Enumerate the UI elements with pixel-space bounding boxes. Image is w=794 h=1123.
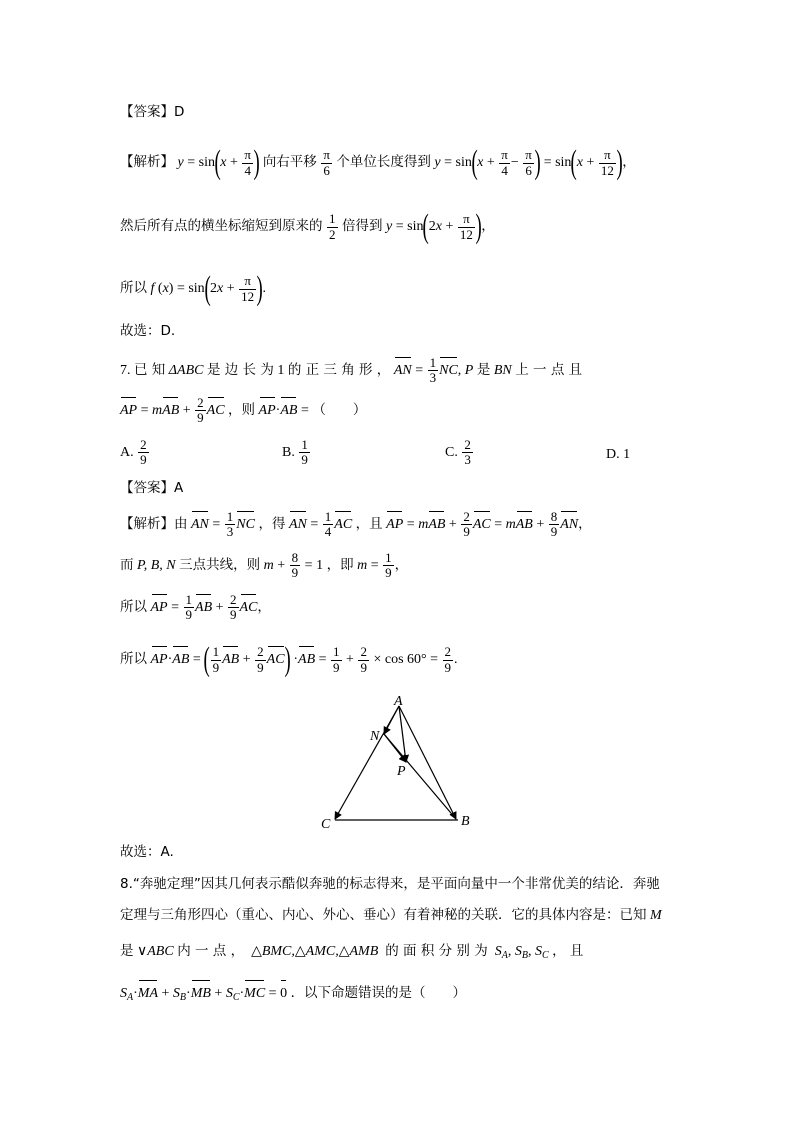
option-c-label: C. <box>445 445 458 461</box>
shrink-prefix: 然后所有点的横坐标缩短到原来的 <box>120 218 323 235</box>
option-a-num: 2 <box>140 437 147 452</box>
shift-text: 向右平移 <box>262 154 317 171</box>
q6-answer: 【答案】D <box>120 104 185 120</box>
option-b-den: 9 <box>301 452 308 468</box>
q6-choice: 故选：D. <box>120 323 176 339</box>
q8-triangle: ∨ABC <box>137 944 174 959</box>
q7-stem-b: 是 边 长 为 <box>206 362 274 379</box>
q7-answer: 【答案】A <box>120 480 184 496</box>
q6-analysis-line1: 【解析】 y = sin(x + $\frac{\pi}{4}$ ) 向右平移 $\frac{\pi}{6}$ 个单位长度得到 y = sin(x + $\frac{\pi}{4}$ − $\frac{\pi}{6}$ ) = sin(x + $\frac{\pi}{12}$ )， <box>120 144 636 181</box>
shift-unit: 个单位长度得到 <box>336 154 431 171</box>
q7-options <box>120 438 680 468</box>
option-b-label: B. <box>282 445 295 461</box>
q7-stem-d: 是 <box>476 362 491 379</box>
q7-stem-line2: AP = mAB + $\frac{2}{9}$ AC ，则 AP·AB = （ ） <box>120 395 367 426</box>
so-text: 所以 <box>120 651 147 668</box>
q7-analysis-line4: 所以 AP·AB = ( $\frac{1}{9}$ AB + $\frac{2}{9}$ AC) ·AB = $\frac{1}{9}$ + $\frac{2}{9}$ × cos 60° = $\frac{2}{9}$ . <box>120 641 458 678</box>
q7-collinear-points: P, B, N <box>137 558 176 574</box>
q8-line3-b: 内 一 点 ， <box>177 943 245 959</box>
q8-line2 <box>120 904 662 927</box>
q7-blank: （ ） <box>312 402 367 419</box>
q8-line2-text: 定理与三角形四心（重心、内心、外心、垂心）有着神秘的关联．它的具体内容是：已知 <box>120 907 647 923</box>
q7-collinear-c: ，即 <box>326 557 354 574</box>
label-p: P <box>397 764 406 779</box>
option-a-label: A. <box>120 445 134 461</box>
q8-line3: 是 ∨ABC 内 一 点 ， △BMC,△AMC,△AMB 的 面 积 分 别 为 $S_A$, $S_B$, $S_C$ ， 且 <box>120 943 584 961</box>
analysis-label: 【解析】由 <box>120 516 188 533</box>
q7-analysis-line3: 所以 AP = $\frac{1}{9}$ AB + $\frac{2}{9}$ AC， <box>120 592 271 623</box>
q7-collinear-a: 而 <box>120 557 134 574</box>
shrink-suffix: 倍得到 <box>342 218 383 235</box>
q7-stem-c: 的 正 三 角 形 ， <box>287 362 391 379</box>
q8-line3-a: 是 <box>120 943 134 959</box>
q7-and: ，且 <box>355 516 383 533</box>
q8-line3-c: 的 面 积 分 别 为 <box>385 943 488 959</box>
q8-sub-triangles: △BMC,△AMC,△AMB <box>251 944 379 959</box>
q7-triangle: ΔABC <box>168 363 204 379</box>
label-b: B <box>461 814 470 829</box>
option-d: D. 1 <box>606 447 631 462</box>
q7-analysis-line1: 【解析】由 AN = $\frac{1}{3}$ NC ，得 AN = $\frac{1}{4}$ AC ，且 AP = mAB + $\frac{2}{9}$ AC = mAB + $\frac{8}{9}$ AN， <box>120 509 592 540</box>
vector-an <box>384 706 399 734</box>
option-b-num: 1 <box>301 437 308 452</box>
q7-analysis-line2: 而 P, B, N 三点共线，则 m + $\frac{8}{9}$ = 1 ，即 m = $\frac{1}{9}$ ， <box>120 550 409 581</box>
q7-stem-e: 上 一 点 且 <box>515 362 583 379</box>
label-a: A <box>394 694 403 709</box>
q7-choice: 故选：A. <box>120 844 174 860</box>
q7-stem-line1: 7. 已 知 ΔABC 是 边 长 为 1 的 正 三 角 形 ， AN = $\frac{1}{3}$ NC, P 是 BN 上 一 点 且 <box>120 355 583 386</box>
q7-stem-a: 已 知 <box>134 362 166 379</box>
q6-analysis-line3: 所以 f (x) = sin(2x + $\frac{\pi}{12}$ ). <box>120 270 266 307</box>
analysis-label: 【解析】 <box>120 154 174 171</box>
q8-point-m: M <box>650 908 662 923</box>
q6-analysis-line2: 然后所有点的横坐标缩短到原来的 $\frac{1}{2}$ 倍得到 y = sin(2x + $\frac{\pi}{12}$ )， <box>120 208 495 245</box>
option-a-den: 9 <box>140 452 147 468</box>
triangle-figure <box>315 692 485 832</box>
q8-line4: $S_A\cdot MA + S_B\cdot MB + S_C\cdot MC = 0$ ．以下命题错误的是（ ） <box>120 985 467 1003</box>
q7-number: 7. <box>120 363 131 379</box>
so-text: 所以 <box>120 280 147 297</box>
q8-line3-d: ， 且 <box>552 943 584 959</box>
q7-side-length: 1 <box>277 363 285 379</box>
so-text: 所以 <box>120 599 147 616</box>
label-n: N <box>370 729 380 744</box>
q7-bn: BN <box>493 363 512 379</box>
option-c-num: 2 <box>464 437 471 452</box>
option-b <box>282 438 311 468</box>
q8-line4-end: ．以下命题错误的是（ ） <box>290 985 467 1001</box>
q8-line1: 8.“奔驰定理”因其几何表示酷似奔驰的标志得来，是平面向量中一个非常优美的结论．奔驰 <box>120 876 660 892</box>
q7-collinear-b: 三点共线，则 <box>179 557 261 574</box>
option-a <box>120 438 150 468</box>
option-c-den: 3 <box>464 452 471 468</box>
label-c: C <box>321 817 331 832</box>
q7-then: ，则 <box>228 402 256 419</box>
option-c <box>445 438 474 468</box>
q7-get: ，得 <box>258 516 286 533</box>
